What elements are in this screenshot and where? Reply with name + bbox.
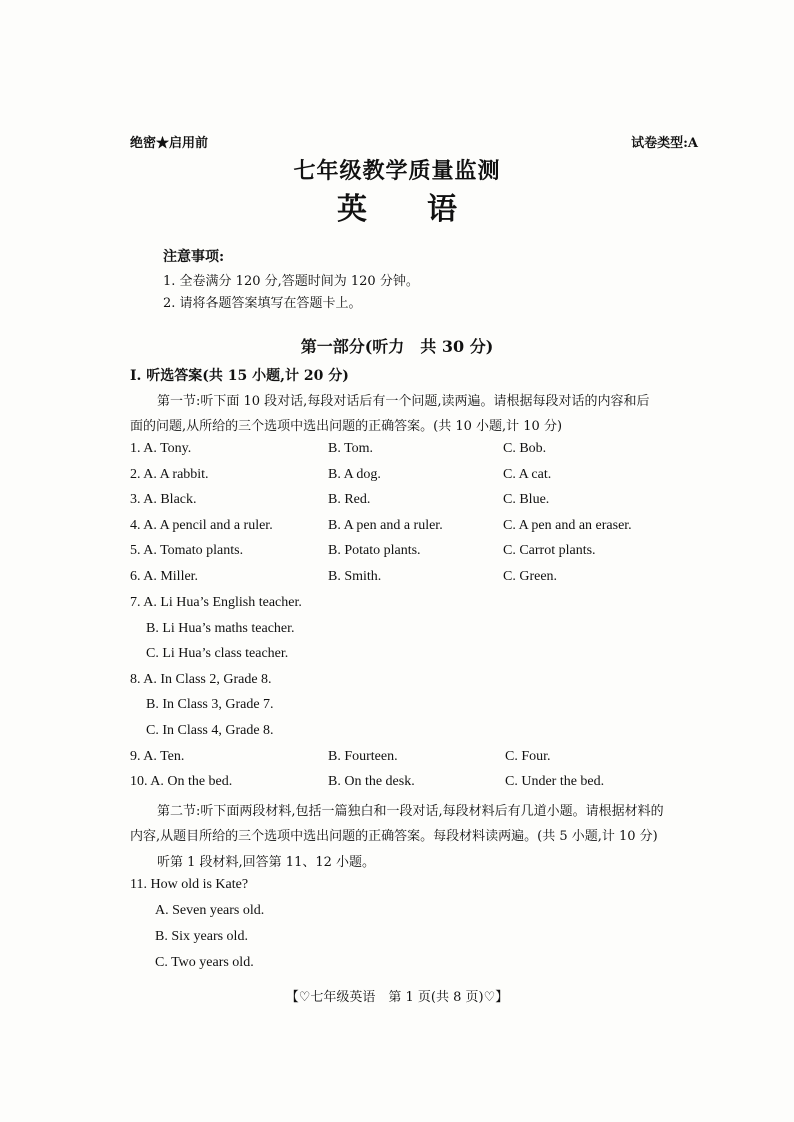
sub1-intro-line2: 面的问题,从所给的三个选项中选出问题的正确答案。(共 10 小题,计 10 分) [130, 419, 563, 434]
confidential-label: 绝密★启用前 [130, 136, 209, 151]
q9-option-b: B. Fourteen. [328, 749, 398, 764]
q7-option-c: C. Li Hua’s class teacher. [146, 646, 289, 661]
q11-stem: 11. How old is Kate? [130, 877, 249, 892]
q6-option-c: C. Green. [503, 569, 558, 584]
q4-option-b: B. A pen and a ruler. [328, 518, 443, 533]
q1-option-b: B. Tom. [328, 441, 374, 456]
q7-option-b: B. Li Hua’s maths teacher. [146, 621, 295, 636]
section-title: Ⅰ. 听选答案(共 15 小题,计 20 分) [130, 368, 349, 384]
q8-option-c: C. In Class 4, Grade 8. [146, 723, 274, 738]
q4-option-c: C. A pen and an eraser. [503, 518, 632, 533]
q8-option-b: B. In Class 3, Grade 7. [146, 697, 274, 712]
q5-option-a: 5. A. Tomato plants. [130, 543, 244, 558]
exam-title: 七年级教学质量监测 [293, 158, 501, 184]
q6-option-a: 6. A. Miller. [130, 569, 199, 584]
q8-option-a: 8. A. In Class 2, Grade 8. [130, 672, 272, 687]
q5-option-c: C. Carrot plants. [503, 543, 596, 558]
q3-option-b: B. Red. [328, 492, 371, 507]
q2-option-b: B. A dog. [328, 467, 381, 482]
paper-type-label: 试卷类型:A [631, 136, 698, 151]
material1-note: 听第 1 段材料,回答第 11、12 小题。 [157, 855, 376, 870]
sub2-intro-line2: 内容,从题目所给的三个选项中选出问题的正确答案。每段材料读两遍。(共 5 小题,计 10 分) [130, 829, 658, 844]
page-footer: 【♡七年级英语 第 1 页(共 8 页)♡】 [285, 990, 509, 1005]
q6-option-b: B. Smith. [328, 569, 382, 584]
q1-option-c: C. Bob. [503, 441, 547, 456]
subject-title: 英 语 [337, 192, 457, 227]
q10-option-b: B. On the desk. [328, 774, 415, 789]
sub1-intro-line1: 第一节:听下面 10 段对话,每段对话后有一个问题,读两遍。请根据每段对话的内容和后 [157, 394, 650, 409]
q1-option-a: 1. A. Tony. [130, 441, 192, 456]
q2-option-a: 2. A. A rabbit. [130, 467, 209, 482]
sub2-intro-line1: 第二节:听下面两段材料,包括一篇独白和一段对话,每段材料后有几道小题。请根据材料的 [157, 804, 664, 819]
part1-title: 第一部分(听力 共 30 分) [300, 337, 494, 356]
q3-option-c: C. Blue. [503, 492, 550, 507]
notice-heading: 注意事项: [163, 249, 225, 265]
q4-option-a: 4. A. A pencil and a ruler. [130, 518, 273, 533]
notice-item-1: 1. 全卷满分 120 分,答题时间为 120 分钟。 [163, 274, 419, 289]
q10-option-c: C. Under the bed. [505, 774, 605, 789]
q11-option-c: C. Two years old. [155, 955, 254, 970]
q9-option-a: 9. A. Ten. [130, 749, 185, 764]
q5-option-b: B. Potato plants. [328, 543, 421, 558]
q2-option-c: C. A cat. [503, 467, 552, 482]
q9-option-c: C. Four. [505, 749, 551, 764]
q11-option-b: B. Six years old. [155, 929, 248, 944]
q11-option-a: A. Seven years old. [155, 903, 265, 918]
q3-option-a: 3. A. Black. [130, 492, 197, 507]
q7-option-a: 7. A. Li Hua’s English teacher. [130, 595, 302, 610]
q10-option-a: 10. A. On the bed. [130, 774, 233, 789]
notice-item-2: 2. 请将各题答案填写在答题卡上。 [163, 296, 362, 311]
